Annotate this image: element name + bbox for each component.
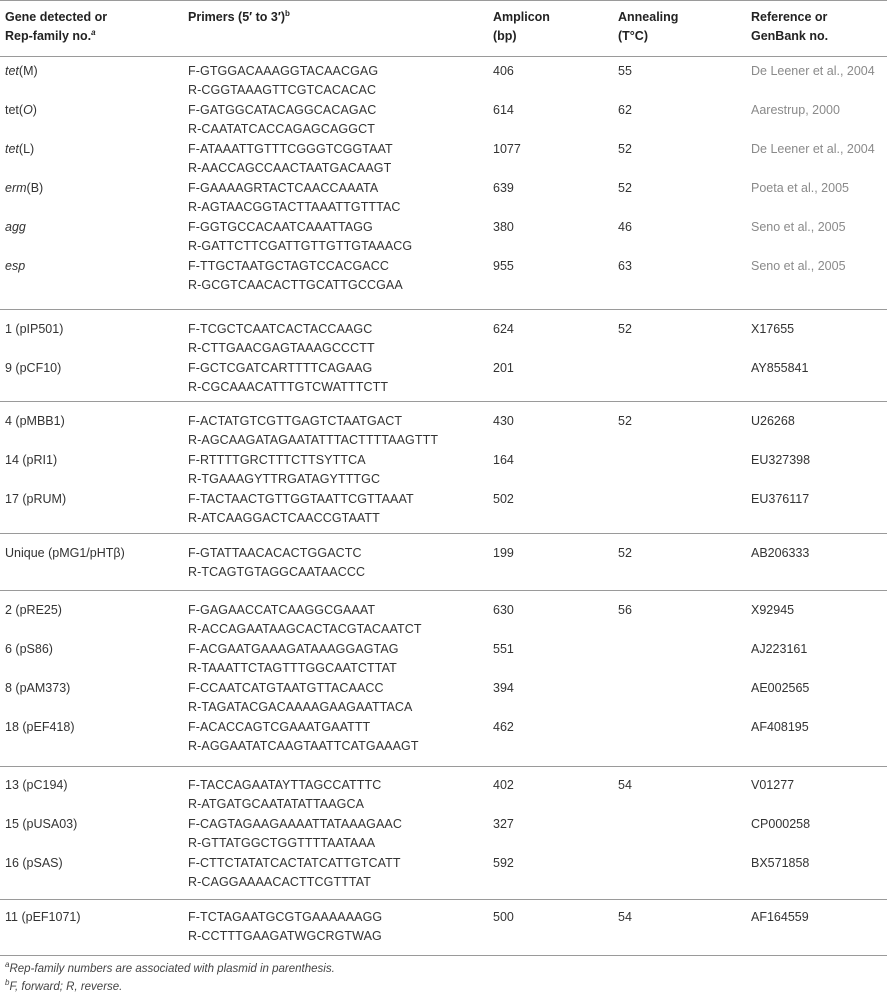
header-gene xyxy=(5,8,107,46)
group-rule xyxy=(0,533,887,534)
header-gene-line2: Rep-family no. xyxy=(5,29,92,43)
gene-cell: erm(B) xyxy=(5,181,44,195)
primer-cell: F-GATGGCATACAGGCACAGAC R-CAATATCACCAGAGCAGGCT xyxy=(188,103,377,136)
reference-cell: X17655 xyxy=(751,322,795,336)
amplicon-cell: 624 xyxy=(493,322,514,336)
primer-cell: F-TCTAGAATGCGTGAAAAAAGG R-CCTTTGAAGATWGCRGTWAG xyxy=(188,910,383,943)
reference-cell: AF164559 xyxy=(751,910,809,924)
primer-cell: F-GGTGCCACAATCAAATTAGG R-GATTCTTCGATTGTTGTTGTAAACG xyxy=(188,220,413,253)
gene-cell: 9 (pCF10) xyxy=(5,361,62,375)
primer-cell: F-GAAAAGRTACTCAACCAAATA R-AGTAACGGTACTTAAATTGTTTAC xyxy=(188,181,401,214)
header-primers-label: Primers (5′ to 3′) xyxy=(188,10,285,24)
table-bottom-rule xyxy=(0,955,887,956)
primer-cell: F-GTATTAACACACTGGACTC R-TCAGTGTAGGCAATAACCC xyxy=(188,546,366,579)
primer-cell: F-GAGAACCATCAAGGCGAAAT R-ACCAGAATAAGCACTACGTACAATCT xyxy=(188,603,422,636)
annealing-cell: 52 xyxy=(618,142,632,156)
gene-cell: agg xyxy=(5,220,26,234)
annealing-cell: 56 xyxy=(618,603,632,617)
primer-cell: F-RTTTTGRCTTTCTTSYTTCA R-TGAAAGYTTRGATAGYTTTGC xyxy=(188,453,381,486)
reference-cell: EU376117 xyxy=(751,492,810,506)
primer-cell: F-TACTAACTGTTGGTAATTCGTTAAAT R-ATCAAGGACTCAACCGTAATT xyxy=(188,492,414,525)
header-amplicon-line1: Amplicon xyxy=(493,10,550,24)
annealing-cell: 52 xyxy=(618,181,632,195)
gene-cell: 18 (pEF418) xyxy=(5,720,75,734)
gene-cell: tet(L) xyxy=(5,142,35,156)
amplicon-cell: 955 xyxy=(493,259,514,273)
reference-cell: Aarestrup, 2000 xyxy=(751,103,840,117)
annealing-cell: 55 xyxy=(618,64,632,78)
header-amplicon-line2: (bp) xyxy=(493,29,517,43)
header-annealing-line2: (T°C) xyxy=(618,29,648,43)
amplicon-cell: 394 xyxy=(493,681,514,695)
primer-cell: F-GCTCGATCARTTTTCAGAAG R-CGCAAACATTTGTCWATTTCTT xyxy=(188,361,389,394)
reference-cell: V01277 xyxy=(751,778,795,792)
amplicon-cell: 639 xyxy=(493,181,514,195)
header-gene-sup: a xyxy=(91,27,96,37)
gene-cell: 15 (pUSA03) xyxy=(5,817,78,831)
group-rule xyxy=(0,766,887,767)
gene-cell: 2 (pRE25) xyxy=(5,603,62,617)
gene-cell: 11 (pEF1071) xyxy=(5,910,81,924)
reference-cell: U26268 xyxy=(751,414,795,428)
amplicon-cell: 462 xyxy=(493,720,514,734)
amplicon-cell: 430 xyxy=(493,414,514,428)
amplicon-cell: 201 xyxy=(493,361,514,375)
header-amplicon xyxy=(493,8,550,46)
gene-cell: 6 (pS86) xyxy=(5,642,53,656)
primer-cell: F-TTGCTAATGCTAGTCCACGACC R-GCGTCAACACTTGCATTGCCGAA xyxy=(188,259,403,292)
amplicon-cell: 551 xyxy=(493,642,514,656)
group-rule xyxy=(0,590,887,591)
header-rule xyxy=(0,56,887,57)
annealing-cell: 54 xyxy=(618,778,632,792)
primer-cell: F-GTGGACAAAGGTACAACGAG R-CGGTAAAGTTCGTCACACAC xyxy=(188,64,379,97)
gene-cell: 13 (pC194) xyxy=(5,778,68,792)
amplicon-cell: 327 xyxy=(493,817,514,831)
annealing-cell: 63 xyxy=(618,259,632,273)
amplicon-cell: 500 xyxy=(493,910,514,924)
primer-cell: F-ATAAATTGTTTCGGGTCGGTAAT R-AACCAGCCAACTAATGACAAGT xyxy=(188,142,393,175)
amplicon-cell: 402 xyxy=(493,778,514,792)
group-rule xyxy=(0,401,887,402)
footnote-b: $^b$F, forward; R, reverse. xyxy=(5,978,123,993)
footnote-a: $^a$Rep-family numbers are associated with plasmid in parenthesis. xyxy=(5,960,335,975)
header-annealing xyxy=(618,8,678,46)
gene-cell: 1 (pIP501) xyxy=(5,322,64,336)
reference-cell: EU327398 xyxy=(751,453,811,467)
amplicon-cell: 380 xyxy=(493,220,514,234)
gene-cell: Unique (pMG1/pHTβ) xyxy=(5,546,125,560)
amplicon-cell: 502 xyxy=(493,492,514,506)
annealing-cell: 52 xyxy=(618,414,632,428)
header-annealing-line1: Annealing xyxy=(618,10,679,24)
primer-cell: F-TCGCTCAATCACTACCAAGC R-CTTGAACGAGTAAAGCCCTT xyxy=(188,322,375,355)
header-primers xyxy=(188,8,290,27)
amplicon-cell: 592 xyxy=(493,856,514,870)
reference-cell: X92945 xyxy=(751,603,795,617)
group-rule xyxy=(0,309,887,310)
reference-cell: AY855841 xyxy=(751,361,809,375)
amplicon-cell: 406 xyxy=(493,64,514,78)
primer-cell: F-TACCAGAATAYTTAGCCATTTC R-ATGATGCAATATATTAAGCA xyxy=(188,778,382,811)
reference-cell: De Leener et al., 2004 xyxy=(751,142,875,156)
amplicon-cell: 164 xyxy=(493,453,514,467)
reference-cell: AJ223161 xyxy=(751,642,808,656)
amplicon-cell: 630 xyxy=(493,603,514,617)
reference-cell: AB206333 xyxy=(751,546,810,560)
annealing-cell: 46 xyxy=(618,220,632,234)
group-rule xyxy=(0,899,887,900)
gene-cell: 17 (pRUM) xyxy=(5,492,67,506)
header-reference-line2: GenBank no. xyxy=(751,29,829,43)
primer-cell: F-CCAATCATGTAATGTTACAACC R-TAGATACGACAAAAGAAGAATTACA xyxy=(188,681,413,714)
annealing-cell: 52 xyxy=(618,546,632,560)
header-primers-sup: b xyxy=(285,8,290,18)
annealing-cell: 62 xyxy=(618,103,632,117)
primer-cell: F-ACGAATGAAAGATAAAGGAGTAG R-TAAATTCTAGTTTGGCAATCTTAT xyxy=(188,642,399,675)
reference-cell: AF408195 xyxy=(751,720,809,734)
gene-cell: tet(M) xyxy=(5,64,38,78)
reference-cell: AE002565 xyxy=(751,681,810,695)
header-reference-line1: Reference or xyxy=(751,10,828,24)
primer-cell: F-CTTCTATATCACTATCATTGTCATT R-CAGGAAAACACTTCGTTTAT xyxy=(188,856,401,889)
gene-cell: 4 (pMBB1) xyxy=(5,414,65,428)
reference-cell: Seno et al., 2005 xyxy=(751,220,846,234)
reference-cell: BX571858 xyxy=(751,856,810,870)
header-reference xyxy=(751,8,828,46)
table-header xyxy=(0,0,887,56)
reference-cell: De Leener et al., 2004 xyxy=(751,64,875,78)
amplicon-cell: 199 xyxy=(493,546,514,560)
gene-cell: tet(O) xyxy=(5,103,37,117)
gene-cell: esp xyxy=(5,259,26,273)
reference-cell: Seno et al., 2005 xyxy=(751,259,846,273)
primer-cell: F-ACACCAGTCGAAATGAATTT R-AGGAATATCAAGTAATTCATGAAAGT xyxy=(188,720,419,753)
annealing-cell: 54 xyxy=(618,910,632,924)
gene-cell: 14 (pRI1) xyxy=(5,453,58,467)
primer-cell: F-ACTATGTCGTTGAGTCTAATGACT R-AGCAAGATAGAATATTTACTTTTAAGTTT xyxy=(188,414,439,447)
gene-cell: 8 (pAM373) xyxy=(5,681,71,695)
reference-cell: CP000258 xyxy=(751,817,811,831)
header-gene-line1: Gene detected or xyxy=(5,10,108,24)
annealing-cell: 52 xyxy=(618,322,632,336)
amplicon-cell: 614 xyxy=(493,103,514,117)
gene-cell: 16 (pSAS) xyxy=(5,856,63,870)
reference-cell: Poeta et al., 2005 xyxy=(751,181,849,195)
amplicon-cell: 1077 xyxy=(493,142,521,156)
primer-cell: F-CAGTAGAAGAAAATTATAAAGAAC R-GTTATGGCTGGTTTTAATAAA xyxy=(188,817,402,850)
